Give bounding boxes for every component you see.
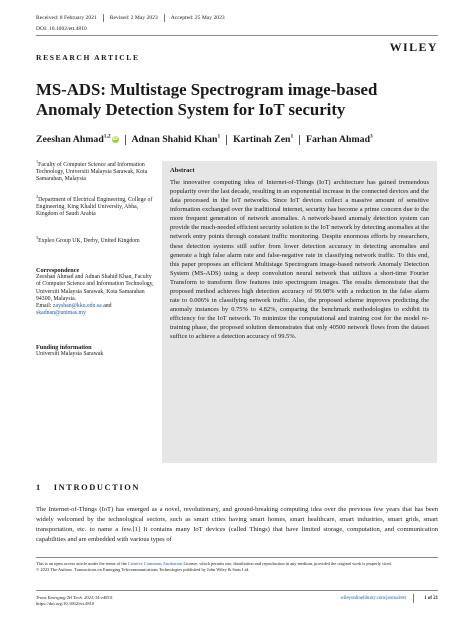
revised-date: Revised: 2 May 2023 [109, 15, 158, 21]
license-note: This is an open access article under the terms of the Creative Commons Attribution License, which permits use, distribution and reproduction in any medium, provided the original work is properly cited. © 2023 The Authors. Transactions on Emerging Telecommunications Technologies published by John Wiley & Sons Ltd. [36, 561, 392, 572]
intro-paragraph: The Internet-of-Things (IoT) has emerged as a novel, revolutionary, and ground-breaking computing idea over the previous few years that has been widely welcomed by the technological sectors, such as smart cities having smart homes, smart healthcare, smart industries, smart grids, smart transportation, etc. to name a few.[1] It contains many IoT devices (called Things) that have limited storage, computation, and communication capabilities and are embedded with various types of [36, 506, 438, 543]
footer-divider [413, 594, 414, 603]
section-title: INTRODUCTION [53, 483, 141, 492]
funding-text: Universiti Malaysia Sarawak [36, 351, 104, 358]
article-dates [36, 14, 225, 22]
date-divider [164, 14, 165, 22]
correspondence-text: Zeeshan Ahmad and Adnan Shahid Khan, Faculty of Computer Science and Information Technology, Universiti Malaysia Sarawak, Kota Samarahan 94300, Malaysia. [36, 274, 154, 302]
email-link[interactable]: skadnan@unimas.my [36, 310, 86, 317]
funding-label: Funding information [36, 344, 92, 351]
email-label: Email: [36, 303, 52, 310]
doi[interactable]: DOI: 10.1002/ett.4810 [36, 26, 87, 32]
date-divider [103, 14, 104, 22]
author[interactable]: Kartinah Zen$^1$ [233, 133, 294, 145]
author[interactable]: Farhan Ahmad$^3$ [306, 133, 373, 145]
copyright: © 2023 The Authors. Transactions on Emerging Telecommunications Technologies published by John Wiley & Sons Ltd. [36, 567, 250, 572]
correspondence-label: Correspondence [36, 267, 80, 274]
author[interactable]: Zeeshan Ahmad$^{1,2}$ [36, 133, 111, 145]
doi-link[interactable]: https://doi.org/10.1002/ett.4810 [36, 601, 95, 607]
article-type: RESEARCH ARTICLE [36, 53, 140, 62]
footer-rule [36, 557, 438, 558]
author[interactable]: Adnan Shahid Khan$^1$ [131, 133, 221, 145]
abstract-text: The innovative computing idea of Internet-of-Things (IoT) architecture has gained tremendous popularity over the last decade, resulting in an exponential increase in the connected devices and the data processed in the IoT networks. Since IoT devices collect a massive amount of sensitive information exchanged over the traditional internet, security has become a prime concern due to the more frequent generation of network anomalies. A network-based anomaly detection system can provide the much-needed efficient security solution to the IoT network by detecting anomalies at the network entry points through constant traffic monitoring. Despite enormous efforts by researchers, these detection systems still suffer from lower detection accuracy in detecting anomalies and generate a high false alarm rate and false-negative rate in classifying network traffic. To this end, this paper proposes an efficient Multistage Spectrogram image-based network Anomaly Detection System (MS-ADS) using a deep convolution neural network that utilizes a short-time Fourier Transform to transform flow features into spectrogram images. The results demonstrate that the proposed method achieves high detection accuracy of 99.98% with a reduction in the false alarm rate to 0.006% in classifying network traffic. Also, the proposed scheme improves predicting the anomaly instances by 0.75% to 4.82%, comparing the benchmark methodologies to exhibit its efficiency for the IoT network. To minimize the computational and training cost for the model re-training phase, the proposed solution demonstrates that only 40500 network flows from the dataset suffice to achieve a detection accuracy of 99.5%. [170, 179, 429, 341]
abstract-box [162, 161, 437, 463]
journal-website-link[interactable]: wileyonlinelibrary.com/journal/ett [340, 596, 406, 601]
affiliation: $^2$Department of Electrical Engineering, College of Engineering, King Khalid University, Abha, Kingdom of Saudi Arabia [36, 194, 153, 218]
correspondence: Correspondence Zeeshan Ahmad and Adnan Shahid Khan, Faculty of Computer Science and Information Technology, Universiti Malaysia Sarawak, Kota Samarahan 94300, Malaysia. Email: zayshan@kku.edu.sa and skadnan@unimas.my [36, 267, 154, 317]
section-heading [36, 483, 140, 492]
journal-citation: Trans Emerging Tel Tech. 2023;34:e4810. https://doi.org/10.1002/ett.4810 [36, 595, 114, 607]
header-rule [36, 35, 438, 36]
email-link[interactable]: zayshan@kku.edu.sa [52, 303, 102, 310]
affiliation: $^3$Expleo Group UK, Derby, United Kingdom [36, 235, 140, 244]
publisher-logo: WILEY [389, 40, 438, 54]
funding-information [36, 344, 154, 358]
affiliation: $^1$Faculty of Computer Science and Information Technology, Universiti Malaysia Sarawak, Kota Samarahan, Malaysia [36, 159, 148, 183]
received-date: Received: 8 February 2021 [36, 15, 97, 21]
page-number: 1 of 21 [424, 596, 438, 601]
author-divider [226, 135, 227, 145]
author-divider [299, 135, 300, 145]
section-number: 1 [36, 483, 42, 492]
footer-rule [36, 590, 438, 591]
author-divider [125, 135, 126, 145]
author-list [36, 134, 373, 145]
license-link[interactable]: Creative Commons Attribution [127, 561, 183, 566]
orcid-icon[interactable]: iD [112, 137, 118, 142]
paper-title: MS-ADS: Multistage Spectrogram image-based Anomaly Detection System for IoT security [36, 80, 378, 119]
accepted-date: Accepted: 25 May 2023 [170, 15, 225, 21]
abstract-heading: Abstract [170, 167, 195, 174]
